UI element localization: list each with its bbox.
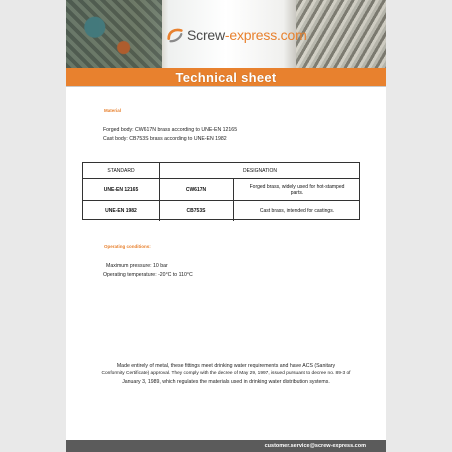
table-divider (159, 201, 160, 221)
material-label: Material (104, 108, 122, 113)
table-divider (233, 201, 234, 221)
description-cell: Cast brass, intended for castings. (259, 208, 335, 214)
footer-bar (66, 440, 386, 452)
column-header-designation: DESIGNATION (242, 167, 278, 174)
material-line: Cast body: CB753S brass according to UNE-EN 1982 (103, 136, 227, 142)
screw-logo-icon (166, 26, 184, 44)
sheet-title-bar (66, 68, 386, 86)
material-line: Forged body: CW617N brass according to UNE-EN 12165 (103, 127, 238, 133)
table-divider (159, 179, 160, 200)
compliance-line: January 3, 1989, which regulates the materials used in drinking water distribution systems. (122, 379, 330, 385)
document-page (66, 0, 386, 452)
operating-line: Operating temperature: -20°C to 110°C (103, 272, 193, 278)
operating-label: Operating conditions: (104, 244, 151, 249)
standard-cell: UNE-EN 1982 (105, 208, 137, 214)
table-divider (159, 163, 160, 178)
divider (66, 86, 386, 87)
compliance-line: Made entirely of metal, these fittings meet drinking water requirements and have ACS (Sanitary (116, 363, 336, 369)
brand-name: Screw-express.com (187, 27, 307, 43)
standard-cell: UNE-EN 12165 (103, 186, 139, 193)
table-row (83, 200, 359, 221)
table-header-row (83, 163, 359, 178)
code-cell: CW617N (185, 186, 207, 193)
column-header-standard: STANDARD (107, 167, 135, 174)
operating-line: Maximum pressure: 10 bar (106, 263, 168, 269)
sheet-title: Technical sheet (175, 69, 277, 85)
code-cell: CB753S (186, 208, 206, 214)
compliance-line: Conformity Certificate) approval. They comply with the decree of May 29, 1997, issued pursuant to decree no. 89-3 of (101, 371, 351, 376)
footer-email: customer.service@screw-express.com (264, 443, 366, 449)
description-cell: Forged brass, widely used for hot-stamped parts. (249, 183, 345, 196)
designation-table (82, 162, 360, 220)
header-banner (66, 0, 386, 68)
table-divider (233, 179, 234, 200)
tools-photo (66, 0, 162, 68)
screws-photo (296, 0, 386, 68)
brand-logo (166, 22, 307, 48)
table-row (83, 178, 359, 200)
